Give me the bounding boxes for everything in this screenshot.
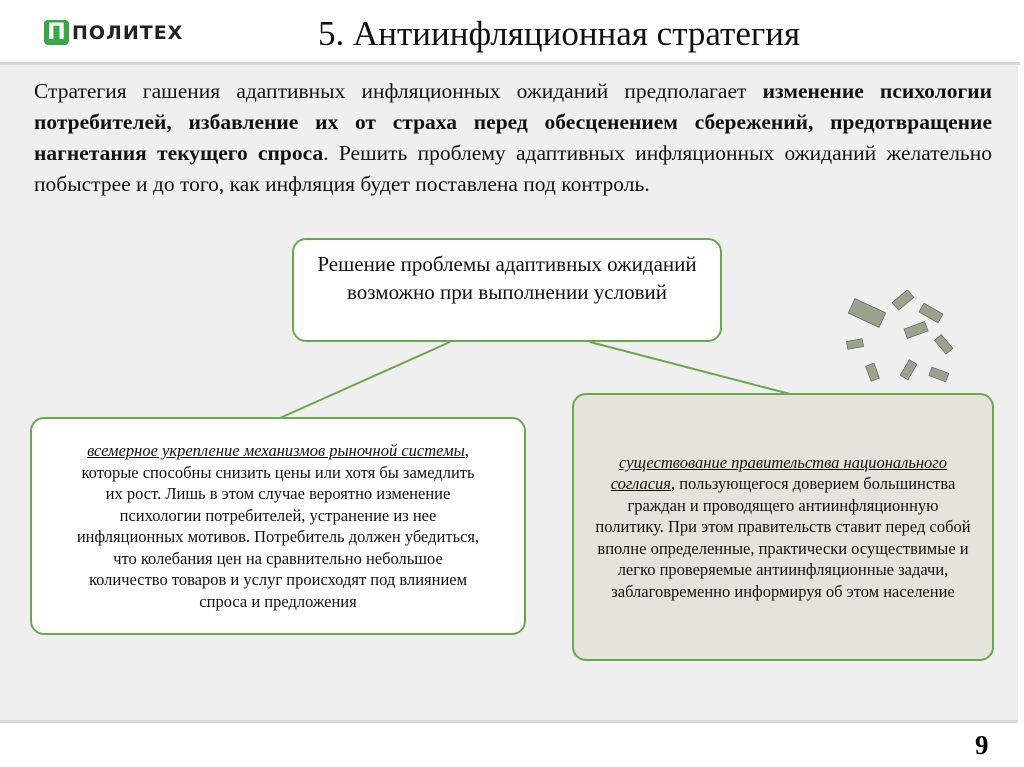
- condition-market-title: всемерное укрепление механизмов рыночной системы: [87, 441, 465, 460]
- connector-right: [590, 342, 790, 394]
- logo-mark-icon: П: [44, 20, 69, 45]
- condition-government-title: существование правительства национального согласия: [610, 452, 947, 494]
- flying-money-icon: [845, 290, 965, 390]
- intro-text: Стратегия гашения адаптивных инфляционных ожиданий предполагает: [34, 79, 763, 103]
- condition-government-text: , пользующегося доверием большинства граждан и проводящего антиинфляционную политику. При этом правительств ставит перед собой вполне определенные, практически осуществимые и легко проверяемые антиинфляционные задачи, заблаговременно информируя об этом население: [595, 474, 971, 601]
- intro-bold-text: изменение психологии потребителей, избавление их от страха перед обесценением сбережений, предотвращение нагнетания текущего спроса: [34, 79, 992, 165]
- condition-market-text: , которые способны снизить цены или хотя бы замедлить их рост. Лишь в этом случае вероятно изменение психологии потребителей, устранение из нее инфляционных мотивов. Потребитель должен убедиться, что колебания цен на сравнительно небольшое количество товаров и услуг происходят под влиянием спроса и предложения: [76, 441, 480, 611]
- intro-text-end: . Решить проблему адаптивных инфляционных ожиданий желательно побыстрее и до того, как инфляция будет поставлена под контроль.: [34, 141, 992, 196]
- condition-government-box: [572, 393, 994, 661]
- condition-header-box: Решение проблемы адаптивных ожиданий возможно при выполнении условий: [292, 238, 722, 342]
- logo-text: ПОЛИТЕХ: [72, 21, 184, 44]
- connector-left: [280, 342, 450, 418]
- condition-market-box: [30, 417, 526, 635]
- page-number: 9: [975, 730, 989, 760]
- slide-title: 5. Антиинфляционная стратегия: [318, 14, 801, 53]
